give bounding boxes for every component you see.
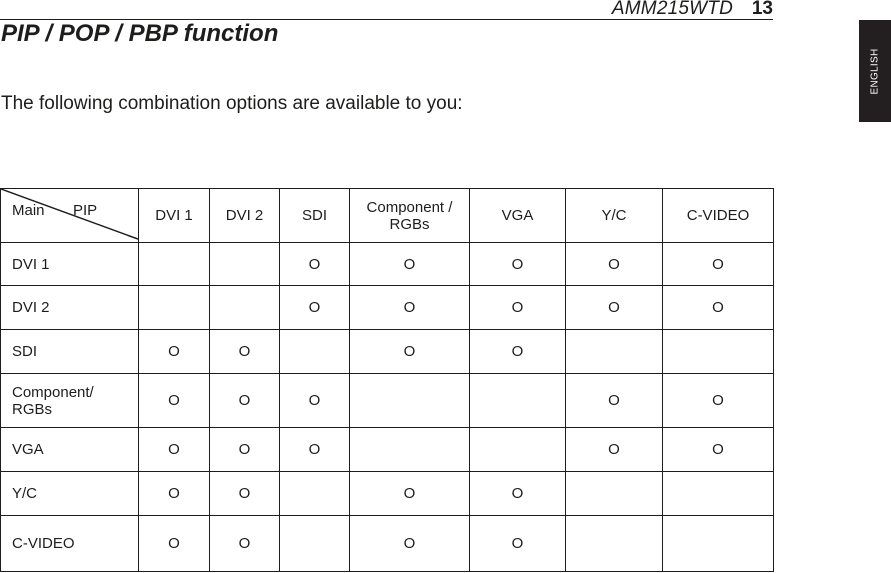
table-cell	[210, 243, 280, 286]
table-cell: O	[139, 374, 210, 428]
table-cell	[566, 330, 663, 374]
row-header: SDI	[1, 330, 139, 374]
row-header: C-VIDEO	[1, 516, 139, 572]
table-cell	[566, 516, 663, 572]
table-cell	[139, 286, 210, 330]
corner-cell	[1, 189, 139, 243]
table-cell	[663, 516, 774, 572]
row-header: DVI 1	[1, 243, 139, 286]
table-row	[1, 428, 774, 472]
table-cell: O	[280, 243, 350, 286]
row-header: Component/ RGBs	[1, 374, 139, 428]
table-cell	[280, 516, 350, 572]
table-cell	[470, 374, 566, 428]
language-tab	[859, 20, 891, 122]
table-cell: O	[210, 374, 280, 428]
table-body	[1, 243, 774, 572]
table-cell: O	[566, 286, 663, 330]
column-header: VGA	[470, 189, 566, 243]
table-cell	[280, 472, 350, 516]
row-header: Y/C	[1, 472, 139, 516]
table-cell: O	[566, 243, 663, 286]
header-row	[1, 189, 774, 243]
table-cell: O	[210, 472, 280, 516]
row-header: VGA	[1, 428, 139, 472]
column-header: C-VIDEO	[663, 189, 774, 243]
table-cell	[210, 286, 280, 330]
combination-table	[0, 188, 774, 572]
language-tab-label: ENGLISH	[869, 47, 881, 95]
table-cell: O	[350, 516, 470, 572]
table-row	[1, 330, 774, 374]
table-cell: O	[280, 374, 350, 428]
column-header: Y/C	[566, 189, 663, 243]
table-cell: O	[280, 428, 350, 472]
table-row	[1, 243, 774, 286]
table-cell	[663, 330, 774, 374]
table-cell: O	[470, 516, 566, 572]
corner-pip-label: PIP	[73, 202, 98, 219]
table-cell: O	[663, 243, 774, 286]
table-cell: O	[350, 472, 470, 516]
table-cell: O	[139, 472, 210, 516]
table-row	[1, 286, 774, 330]
table-row	[1, 374, 774, 428]
table-cell: O	[470, 330, 566, 374]
table-cell	[663, 472, 774, 516]
page-header	[0, 0, 773, 20]
table-cell: O	[210, 428, 280, 472]
table-cell	[350, 374, 470, 428]
table-row	[1, 472, 774, 516]
table-cell: O	[350, 330, 470, 374]
table-cell: O	[350, 286, 470, 330]
table-cell: O	[139, 516, 210, 572]
table-cell: O	[280, 286, 350, 330]
table-cell: O	[663, 374, 774, 428]
table-cell	[139, 243, 210, 286]
table-cell	[350, 428, 470, 472]
table-cell: O	[663, 428, 774, 472]
table-cell: O	[210, 516, 280, 572]
column-header: SDI	[280, 189, 350, 243]
table-cell: O	[139, 428, 210, 472]
page-number: 13	[751, 0, 773, 19]
table-cell: O	[470, 472, 566, 516]
table-cell: O	[139, 330, 210, 374]
column-header: DVI 2	[210, 189, 280, 243]
intro-text: The following combination options are available to you:	[1, 93, 463, 114]
table-cell	[280, 330, 350, 374]
section-title: PIP / POP / PBP function	[1, 20, 279, 47]
table-cell: O	[663, 286, 774, 330]
table-cell: O	[566, 374, 663, 428]
table-cell: O	[470, 286, 566, 330]
table-cell: O	[210, 330, 280, 374]
table-cell: O	[566, 428, 663, 472]
table-row	[1, 516, 774, 572]
table-cell: O	[470, 243, 566, 286]
model-name: AMM215WTD	[611, 0, 733, 19]
table-cell	[566, 472, 663, 516]
column-header: DVI 1	[139, 189, 210, 243]
table-cell	[470, 428, 566, 472]
row-header: DVI 2	[1, 286, 139, 330]
table-cell: O	[350, 243, 470, 286]
corner-main-label: Main	[12, 202, 45, 219]
column-header: Component / RGBs	[350, 189, 470, 243]
